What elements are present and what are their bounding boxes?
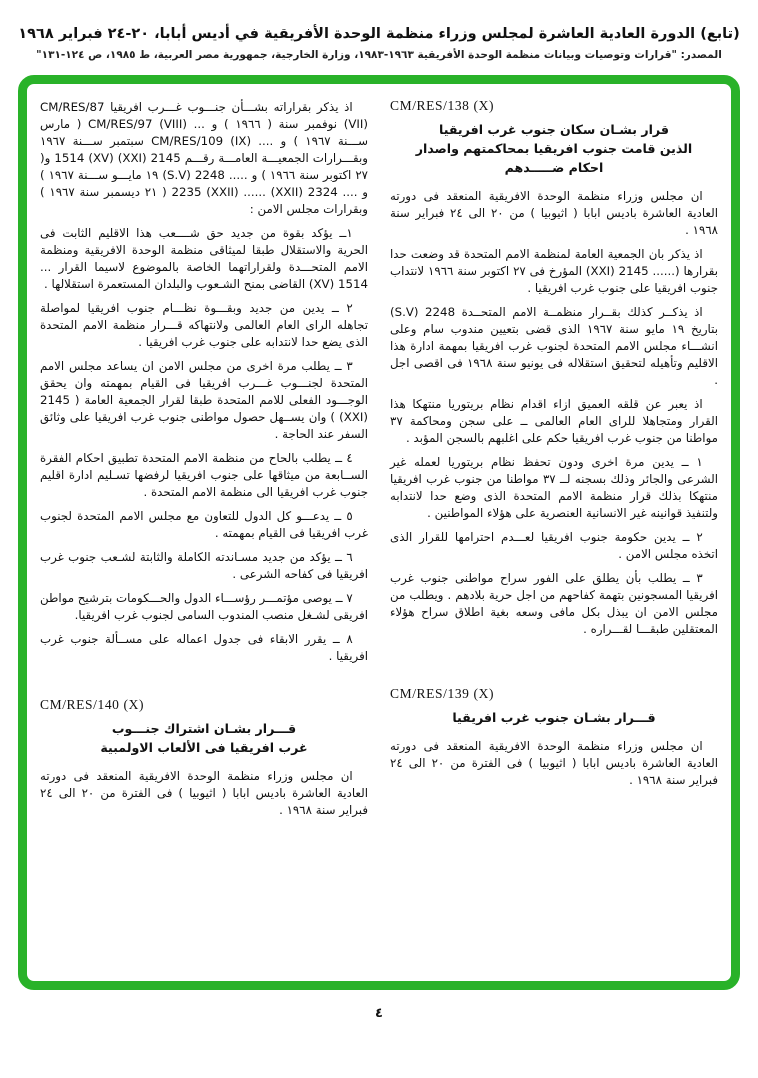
right-column — [390, 92, 718, 975]
paragraph: اذ يذكــر كذلك بقــرار منظمــة الامم المتحــدة 2248 (S.V) بتاريخ ١٩ مايو سنة ١٩٦٧ الذى قضى بتعيين مندوب سام وعلى انشـــاء مجلس الامم المتحدة لجنوب غرب افريقيا بمهمة ادارة هذا الاقليم وتأهيله لتحقيق استقلاله فى يونيو سنة ١٩٦٨ فى اقصى اجل . — [390, 305, 718, 387]
paragraph: ٢ ــ يدين من جديد وبقـــوة نظـــام جنوب افريقيا لمواصلة تجاهله الراى العام العالمى ولانتهاكه قـــرار منظمة الامم المتحدة الذى يضع حدا لانتدابه على جنوب غرب افريقيا . — [40, 300, 368, 349]
paragraph: ان مجلس وزراء منظمة الوحدة الافريقية المنعقد فى دورته العادية العاشرة باديس ابابا ( اثيوبيا ) فى الفترة من ٢٠ الى ٢٤ فبراير سنة ١٩٦٨ . — [40, 768, 368, 817]
resolution-title-140 — [40, 720, 368, 758]
title-line: احكام ضـــــدهم — [504, 160, 604, 176]
paragraph: ٧ ــ يوصى مؤتمـــر رؤســـاء الدول والحـــكومات بترشيح مواطن افريقى لشـغل منصب المندوب السامى لجنوب غرب افريقيا. — [40, 590, 368, 622]
title-line: قـــرار بشـان اشتراك جنـــوب — [111, 720, 297, 736]
resolution-title-138 — [390, 121, 718, 178]
title-line: الذين قامت جنوب افريقيا بمحاكمتهم واصدار — [415, 141, 693, 157]
source-line: المصدر: "قرارات وتوصيات وبيانات منظمة الوحدة الأفريقية ١٩٦٣-١٩٨٣، وزارة الخارجية، جمهورية مصر العربية، ط ١٩٨٥، ص ١٢٤-١٣١" — [36, 49, 722, 61]
paragraph: اذ يذكر بان الجمعية العامة لمنظمة الامم المتحدة قد وضعت حدا بقرارها (...... 2145 (XXI) المؤرخ فى ٢٧ اكتوبر سنة ١٩٦٦ لانتداب جنوب افريقيا على جنوب غرب افريقيا . — [390, 247, 719, 296]
resolution-title-139 — [390, 709, 718, 728]
paragraph: اذ يعبر عن قلقه العميق ازاء اقدام نظام بريتوريا منتهكا هذا القرار ومتجاهلا للراى العام العالمى ــ على سجن ومحاكمة ٣٧ مواطنا من جنوب غرب افريقيا حكم على اغلبهم بالسجن المؤبد . — [390, 396, 718, 445]
paragraph: ان مجلس وزراء منظمة الوحدة الافريقية المنعقد فى دورته العادية العاشرة باديس ابابا ( اثيوبيا ) من ٢٠ الى ٢٤ فبراير سنة ١٩٦٨ . — [390, 189, 718, 238]
paragraph: ٤ ــ يطلب بالحاح من منظمة الامم المتحدة تطبيق احكام الفقرة الســابعة من ميثاقها على جنوب افريقيا لرفضها تسـليم ادارة اقليم جنوب غرب افريقيا الى منظمة الامم المتحدة . — [40, 450, 368, 499]
paragraph: ٣ ــ يطلب مرة اخرى من مجلس الامن ان يساعد مجلس الامم المتحدة لجنـــوب غـــرب افريقيا فى القيام بمهمته وان يحقق الوجـــود الفعلى للامم المتحدة طبقا لقرار الجمعية العامة ( 2145 (XXI) ) وان يســهل حصول مواطنى جنوب غرب افريقيا على وثائق السفر عند الحاجة . — [40, 358, 368, 441]
resolution-code-139: CM/RES/139 (X) — [390, 685, 495, 701]
paragraph: ٥ ــ يدعـــو كل الدول للتعاون مع مجلس الامم المتحدة لجنوب غرب افريقيا فى القيام بمهمته . — [40, 508, 368, 540]
paragraph: ١ ــ يدين مرة اخرى ودون تحفظ نظام بريتوريا لعمله غير الشرعى والجائر وذلك بسجنه لــ ٣٧ مواطنا من جنوب غرب افريقيا منتهكا بذلك قرار منظمة الامم المتحدة الذى وضع حدا لانتدابه ولتنفيذ قوانينه غير الانسانية العنصرية على هؤلاء المواطنين . — [390, 454, 718, 520]
resolution-code-140: CM/RES/140 (X) — [40, 696, 145, 712]
title-line: قـــرار بشـان جنوب غرب افريقيا — [452, 710, 656, 726]
content-frame — [18, 75, 740, 990]
paragraph: اذ يذكر بقراراته بشـــأن جنـــوب غـــرب افريقيا CM/RES/87 (VII) نوفمبر سنة ( ١٩٦٦ ) و ... CM/RES/97 (VIII) ( مارس ســـنة ١٩٦٧ ) و .... CM/RES/109 (IX) سبتمبر ســـنة ١٩٦٧ وبقـــرارات الجمعيـــة العامـــة رقـــم 2145 (XXI) 1514 (XV) و( ٢٧ اكتوبر سنة ١٩٦٦ ) و ..... 2248 (S.V) ١٩ مايـــو ســـنة ١٩٦٧ ) و .... 2324 (XXII) ...... 2235 (XXII) ( ٢١ ديسمبر سنة ١٩٦٧ ) وبقرارات مجلس الامن : — [40, 100, 369, 216]
two-column-layout — [40, 92, 718, 975]
paragraph: ٢ ــ يدين حكومة جنوب افريقيا لعـــدم احترامها للقرار الذى اتخذه مجلس الامن . — [390, 529, 718, 561]
left-column — [40, 92, 368, 975]
paragraph: ان مجلس وزراء منظمة الوحدة الافريقية المنعقد فى دورته العادية العاشرة باديس ابابا ( اثيوبيا ) فى الفترة من ٢٠ الى ٢٤ فبراير سنة ١٩٦٨ . — [390, 739, 718, 788]
page-header — [0, 0, 758, 61]
page-number: ٤ — [375, 1006, 383, 1021]
title-line: غرب افريقيا فى الألعاب الاولمبية — [100, 739, 308, 755]
session-title: (تابع) الدورة العادية العاشرة لمجلس وزراء منظمة الوحدة الأفريقية في أديس أبابا، ٢٠-٢٤ فبراير ١٩٦٨ — [18, 26, 740, 42]
paragraph: ١ــ يؤكد بقوة من جديد حق شــــعب هذا الاقليم الثابت فى الحرية والاستقلال طبقا لميثاقى منظمة الوحدة الافريقية ومنظمة الامم المتحـــدة ولقراراتهما الخاصة بالموضوع لاسيما القرار ... 1514 (XV) القاضى بمنح الشـعوب والبلدان المستعمرة استقلالها . — [40, 225, 368, 291]
paragraph: ٣ ــ يطلب بأن يطلق على الفور سراح مواطنى جنوب غرب افريقيا المسجونين بتهمة كفاحهم من اجل حرية بلادهم . ويطلب من مجلس الامن ان يبذل بكل مافى وسعه بغية اطلاق سراح هؤلاء المعتقلين طبقـــا لقـــراره . — [390, 570, 718, 636]
title-line: قرار بشـان سكان جنوب غرب افريقيا — [438, 122, 669, 138]
paragraph: ٦ ــ يؤكد من جديد مسـاندته الكاملة والثابتة لشـعب جنوب غرب افريقيا فى كفاحه الشرعى . — [40, 549, 368, 581]
paragraph: ٨ ــ يقرر الابقاء فى جدول اعماله على مســألة جنوب غرب افريقيا . — [40, 631, 368, 663]
resolution-code-138: CM/RES/138 (X) — [390, 98, 495, 113]
